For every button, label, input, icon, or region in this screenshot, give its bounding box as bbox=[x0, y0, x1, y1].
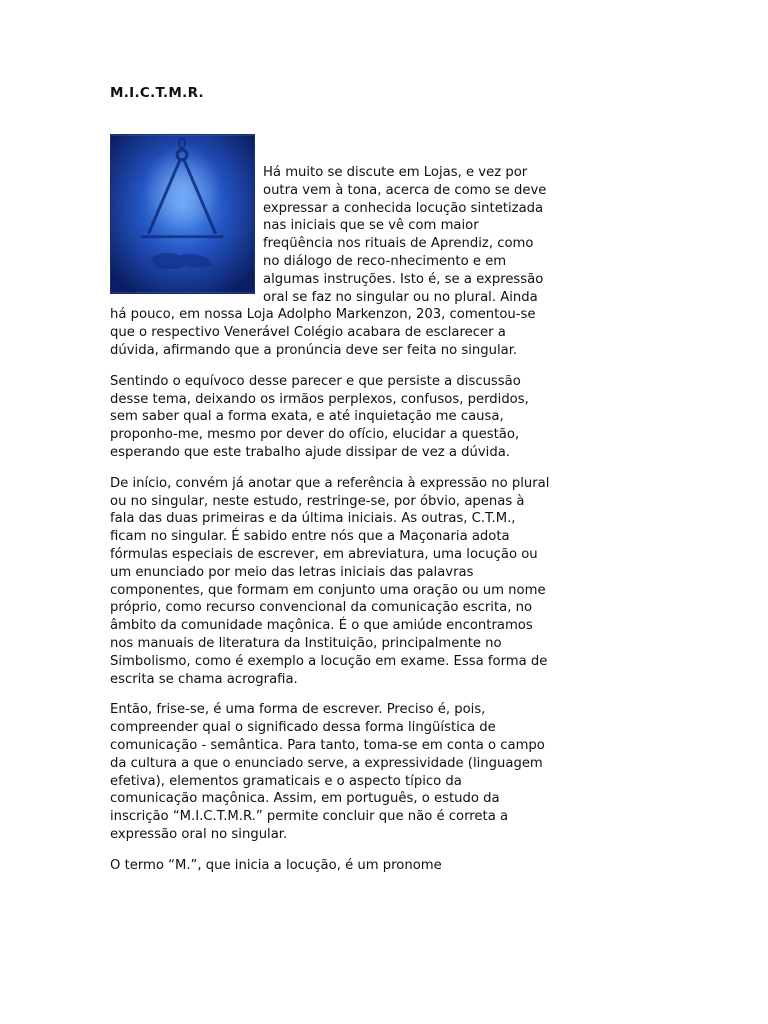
paragraph-5: O termo “M.”, que inicia a locução, é um pronome bbox=[110, 857, 442, 873]
paragraph-3: De início, convém já anotar que a referência à expressão no plural ou no singular, neste estudo, restringe-se, por óbvio, apenas à fala das duas primeiras e da última iniciais. As outras, C.T.M., ficam no singular. É sabido entre nós que a Maçonaria adota fórmulas especiais de escrever, em abreviatura, uma locução ou um enunciado por meio das letras iniciais das palavras componentes, que formam em conjunto uma oração ou um nome próprio, como recurso convencional da comunicação escrita, no âmbito da comunidade maçônica. É o que amiúde encontramos nos manuais de literatura da Instituição, principalmente no Simbolismo, como é exemplo a locução em exame. Essa forma de escrita se chama acrografia. bbox=[110, 475, 550, 687]
document-page bbox=[110, 84, 550, 887]
compass-handshake-emblem-icon bbox=[111, 135, 254, 293]
paragraph-1: Há muito se discute em Lojas, e vez por outra vem à tona, acerca de como se deve expressar a conhecida locução sintetizada nas iniciais que se vê com maior freqüência nos rituais de Aprendiz, como no diálogo de reco-nhecimento e em algumas instruções. Isto é, se a expressão oral se faz no singular ou no plural. Ainda há pouco, em nossa Loja Adolpho Markenzon, 203, comentou-se que o respectivo Venerável Colégio acabara de esclarecer a dúvida, afirmando que a pronúncia deve ser feita no singular. bbox=[110, 165, 547, 358]
document-title: M.I.C.T.M.R. bbox=[110, 85, 204, 101]
paragraph-2: Sentindo o equívoco desse parecer e que persiste a discussão desse tema, deixando os irmãos perplexos, confusos, perdidos, sem saber qual a forma exata, e até inquietação me causa, proponho-me, mesmo por dever do ofício, elucidar a questão, esperando que este trabalho ajude dissipar de vez a dúvida. bbox=[110, 373, 529, 460]
masonic-emblem-image bbox=[110, 134, 255, 294]
paragraph-4: Então, frise-se, é uma forma de escrever. Preciso é, pois, compreender qual o significado dessa forma lingüística de comunicação - semântica. Para tanto, toma-se em conta o campo da cultura a que o enunciado serve, a expressividade (linguagem efetiva), elementos gramaticais e o aspecto típico da comunicação maçônica. Assim, em português, o estudo da inscrição “M.I.C.T.M.R.” permite concluir que não é correta a expressão oral no singular. bbox=[110, 702, 545, 842]
